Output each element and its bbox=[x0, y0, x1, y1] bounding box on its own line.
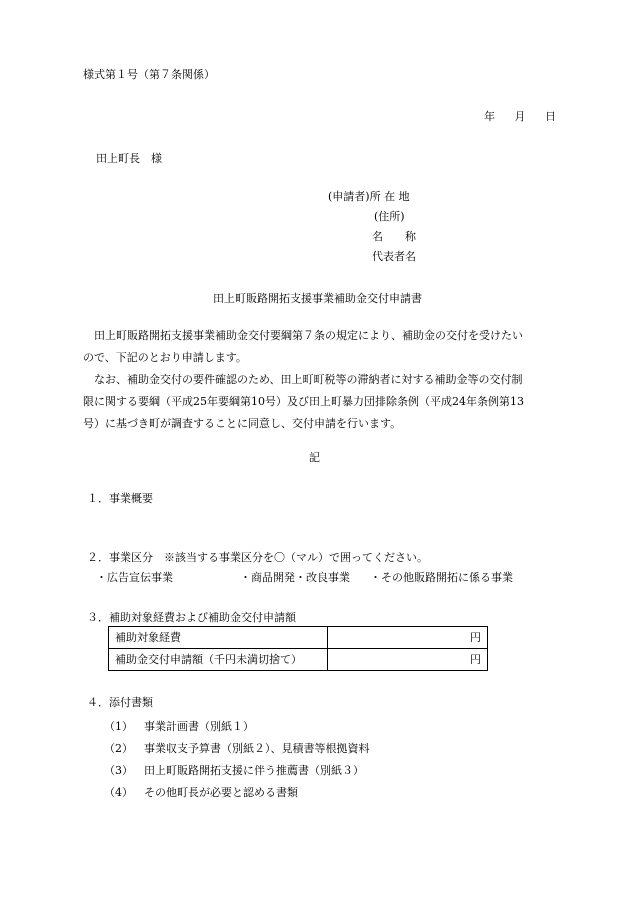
list-item bbox=[104, 760, 370, 782]
attachment-number: （4） bbox=[104, 786, 133, 799]
date-line bbox=[484, 110, 556, 123]
attachment-text: 田上町販路開拓支援に伴う推薦書（別紙３） bbox=[144, 764, 364, 777]
body-text bbox=[83, 325, 563, 435]
cost-table bbox=[108, 626, 488, 671]
section2-heading: ２．事業区分 ※該当する事業区分を〇（マル）で囲ってください。 bbox=[87, 551, 428, 564]
body-line: 号）に基づき町が調査することに同意し、交付申請を行います。 bbox=[83, 417, 402, 430]
body-line: 限に関する要綱（平成25年要綱第10号）及び田上町暴力団排除条例（平成24年条例第13 bbox=[83, 395, 524, 408]
date-month: 月 bbox=[514, 110, 526, 123]
addressee: 田上町長 様 bbox=[96, 152, 162, 165]
attachment-text: 事業計画書（別紙１） bbox=[144, 720, 254, 733]
date-day: 日 bbox=[545, 110, 556, 123]
table-row bbox=[109, 627, 488, 649]
body-line: ので、下記のとおり申請します。 bbox=[83, 351, 247, 364]
request-amount-label: 補助金交付申請額（千円未満切捨て） bbox=[109, 649, 328, 671]
applicant-address-label: (申請者)所 在 地 bbox=[328, 190, 410, 203]
section1-heading: １．事業概要 bbox=[87, 492, 153, 505]
document-title: 田上町販路開拓支援事業補助金交付申請書 bbox=[213, 292, 422, 305]
attachment-number: （3） bbox=[104, 764, 133, 777]
cost-label: 補助対象経費 bbox=[109, 627, 328, 649]
form-number: 様式第１号（第７条関係） bbox=[83, 68, 215, 81]
body-line: 田上町販路開拓支援事業補助金交付要綱第７条の規定により、補助金の交付を受けたい bbox=[94, 329, 523, 342]
applicant-residence-label: (住所) bbox=[374, 210, 405, 223]
business-type-advertising: ・広告宣伝事業 bbox=[96, 571, 173, 584]
list-item bbox=[104, 738, 370, 760]
applicant-name-label: 名 称 bbox=[372, 230, 416, 243]
business-type-product-development: ・商品開発・改良事業 bbox=[240, 571, 350, 584]
list-item bbox=[104, 782, 370, 804]
business-type-other: ・その他販路開拓に係る事業 bbox=[370, 571, 513, 584]
business-type-list bbox=[0, 571, 630, 587]
request-amount-field[interactable]: 円 bbox=[328, 649, 488, 671]
table-row bbox=[109, 649, 488, 671]
ki-heading: 記 bbox=[309, 451, 320, 464]
cost-amount-field[interactable]: 円 bbox=[328, 627, 488, 649]
applicant-representative-label: 代表者名 bbox=[372, 250, 416, 263]
attachment-number: （1） bbox=[104, 720, 133, 733]
section4-heading: ４．添付書類 bbox=[87, 696, 153, 709]
attachment-text: その他町長が必要と認める書類 bbox=[144, 786, 298, 799]
list-item bbox=[104, 716, 370, 738]
body-line: なお、補助金交付の要件確認のため、田上町町税等の滞納者に対する補助金等の交付制 bbox=[94, 373, 523, 386]
section3-heading: ３．補助対象経費および補助金交付申請額 bbox=[87, 611, 296, 624]
attachment-text: 事業収支予算書（別紙２）、見積書等根拠資料 bbox=[144, 742, 370, 755]
attachment-list bbox=[104, 716, 370, 804]
attachment-number: （2） bbox=[104, 742, 133, 755]
date-year: 年 bbox=[484, 110, 495, 123]
